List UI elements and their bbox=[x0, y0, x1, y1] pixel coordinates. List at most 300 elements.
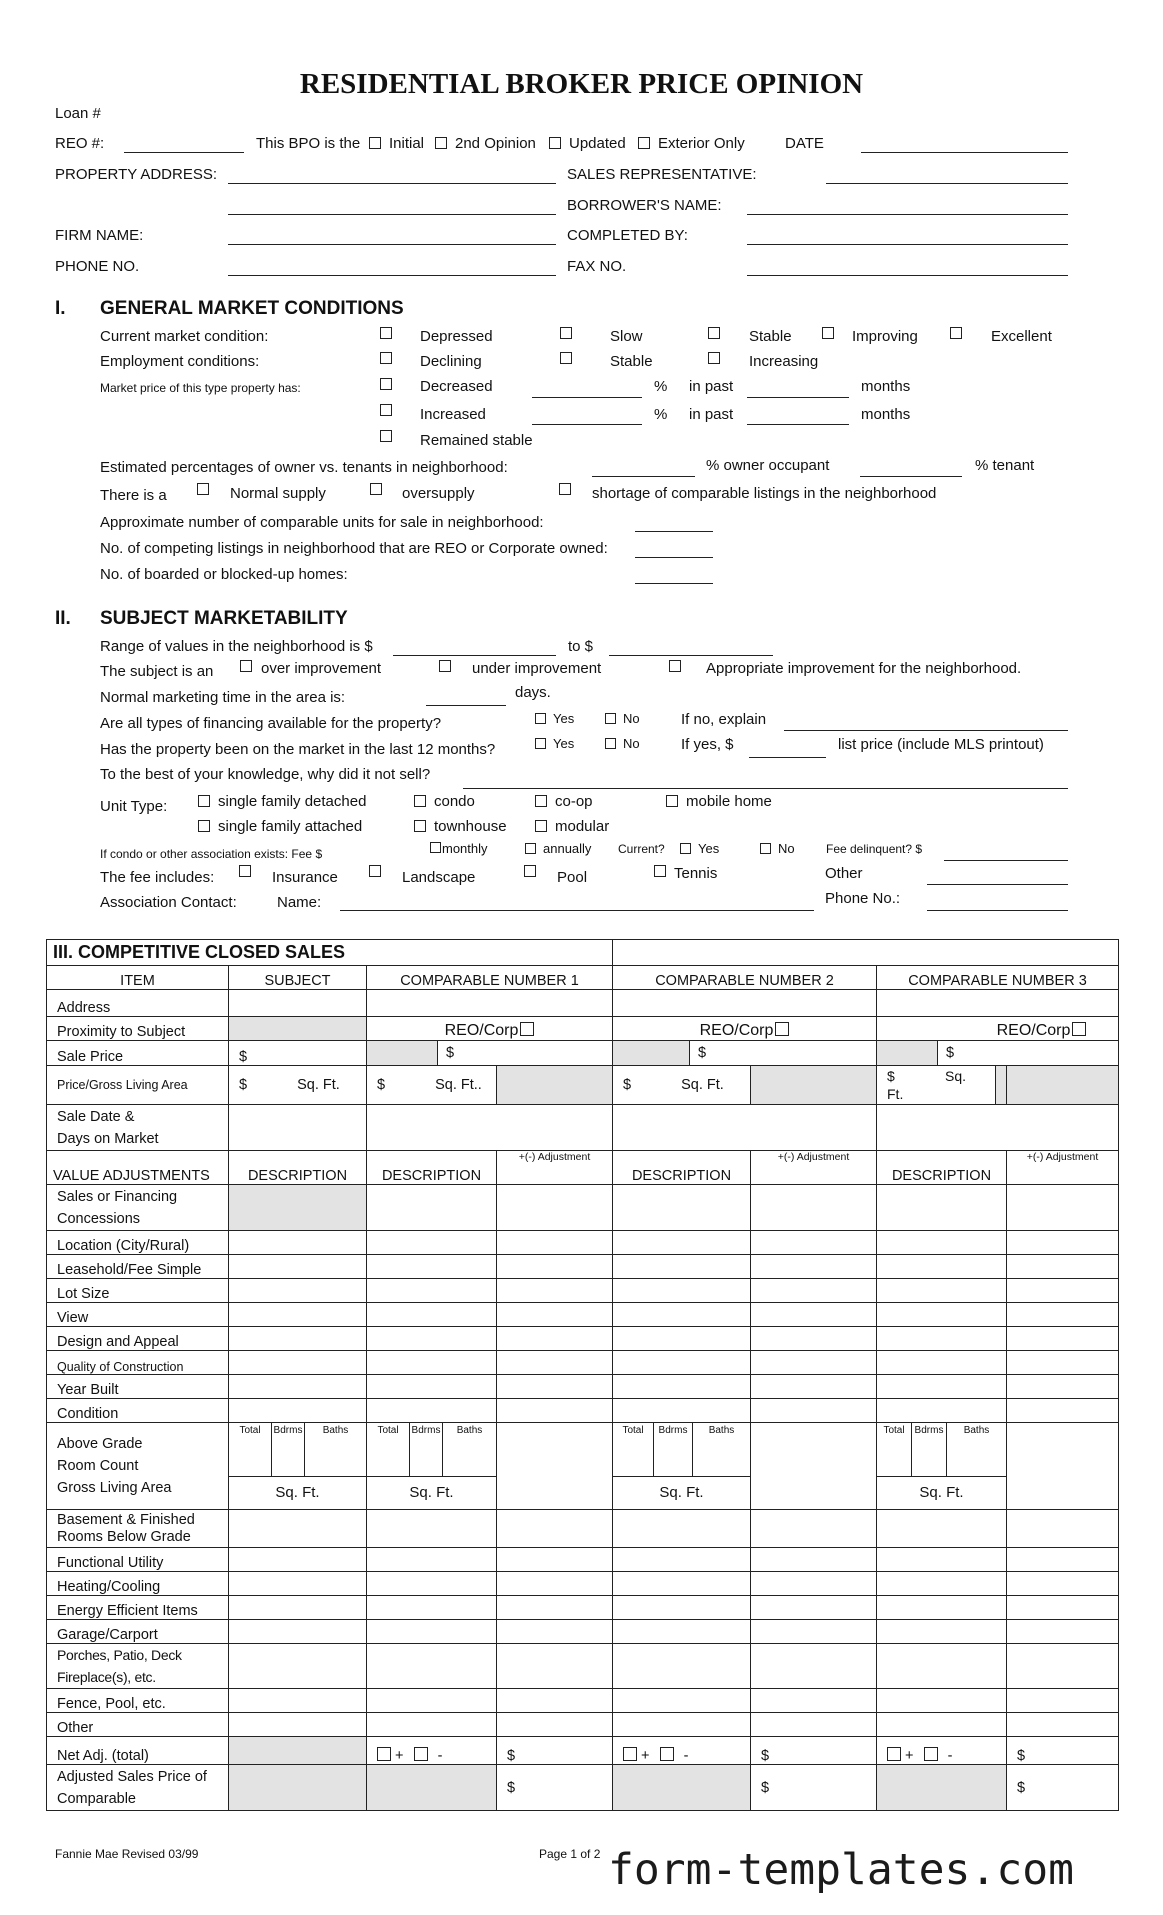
adjusted-line2: Comparable bbox=[57, 1791, 136, 1807]
declining-checkbox[interactable] bbox=[380, 352, 392, 364]
comp3-sale-price[interactable] bbox=[877, 1041, 1119, 1066]
list-price-field[interactable] bbox=[749, 757, 826, 758]
comp1-net-adj-sign[interactable] bbox=[367, 1737, 497, 1765]
firm-field[interactable] bbox=[228, 244, 556, 245]
subject-cell[interactable] bbox=[229, 1572, 367, 1596]
comp2-adj-cell[interactable] bbox=[751, 1620, 877, 1644]
comp1-desc-cell[interactable] bbox=[367, 1689, 497, 1713]
comp1-desc-cell[interactable] bbox=[367, 1231, 497, 1255]
comp1-adj-cell[interactable] bbox=[497, 1351, 613, 1375]
subject-cell[interactable] bbox=[229, 1375, 367, 1399]
comp1-adj-cell[interactable] bbox=[497, 1185, 613, 1231]
comp2-desc-cell[interactable] bbox=[613, 1399, 751, 1423]
property-address-field-2[interactable] bbox=[228, 214, 556, 215]
comp2-desc-cell[interactable] bbox=[613, 1185, 751, 1231]
firm-label: FIRM NAME: bbox=[55, 227, 144, 244]
coop-checkbox[interactable] bbox=[535, 795, 547, 807]
row-label-sales-financing bbox=[47, 1185, 229, 1231]
percent-label: % bbox=[654, 378, 668, 395]
comp2-desc-cell[interactable] bbox=[613, 1255, 751, 1279]
row-label-garage: Garage/Carport bbox=[47, 1620, 229, 1644]
other-label: Other bbox=[825, 865, 863, 882]
plus-label: + bbox=[395, 1748, 404, 1764]
sales-rep-label: SALES REPRESENTATIVE: bbox=[567, 166, 757, 183]
reo-listings-field[interactable] bbox=[635, 557, 713, 558]
comp1-adj-cell[interactable] bbox=[497, 1303, 613, 1327]
comp1-adj-cell[interactable] bbox=[497, 1689, 613, 1713]
why-not-sold-field[interactable] bbox=[463, 788, 1068, 789]
sfd-checkbox[interactable] bbox=[198, 795, 210, 807]
comp3-adj-cell[interactable] bbox=[1007, 1351, 1119, 1375]
comp3-adj-cell[interactable] bbox=[1007, 1399, 1119, 1423]
bdrms-label: Bdrms bbox=[272, 1423, 305, 1440]
baths-label: Baths bbox=[456, 1425, 483, 1436]
initial-checkbox[interactable] bbox=[369, 137, 381, 149]
sales-rep-field[interactable] bbox=[826, 183, 1068, 184]
over-improvement-checkbox[interactable] bbox=[240, 660, 252, 672]
comp2-adj-cell[interactable] bbox=[751, 1548, 877, 1572]
property-address-field[interactable] bbox=[228, 183, 556, 184]
comp3-desc-cell[interactable] bbox=[877, 1185, 1007, 1231]
comp3-adj-cell[interactable] bbox=[1007, 1231, 1119, 1255]
dollar-label: $ bbox=[623, 1077, 632, 1093]
why-not-sold-label: To the best of your knowledge, why did it not sell? bbox=[100, 766, 431, 783]
second-opinion-checkbox[interactable] bbox=[435, 137, 447, 149]
dollar-label: $ bbox=[698, 1045, 707, 1061]
oversupply-checkbox[interactable] bbox=[370, 483, 382, 495]
subject-cell[interactable] bbox=[229, 1231, 367, 1255]
employment-stable-label: Stable bbox=[610, 353, 653, 370]
condo-fee-label: If condo or other association exists: Fee $ bbox=[100, 847, 323, 861]
comp2-adj-cell[interactable] bbox=[751, 1596, 877, 1620]
comp1-desc-cell[interactable] bbox=[367, 1713, 497, 1737]
reo-label: REO #: bbox=[55, 135, 105, 152]
comp2-desc-cell[interactable] bbox=[613, 1327, 751, 1351]
comp3-adj-cell[interactable] bbox=[1007, 1689, 1119, 1713]
remained-stable-label: Remained stable bbox=[420, 432, 533, 449]
comp3-desc-cell[interactable] bbox=[877, 1510, 1007, 1548]
comp2-adj-cell[interactable] bbox=[751, 1644, 877, 1689]
comp2-desc-cell[interactable] bbox=[613, 1231, 751, 1255]
mobile-home-checkbox[interactable] bbox=[666, 795, 678, 807]
comp2-sale-date[interactable] bbox=[613, 1105, 877, 1151]
comp1-adj-cell[interactable] bbox=[497, 1375, 613, 1399]
pool-checkbox[interactable] bbox=[524, 865, 536, 877]
reo-corp-label: REO/Corp bbox=[444, 1022, 519, 1039]
in-past-label: in past bbox=[689, 406, 734, 423]
comp3-adj-cell[interactable] bbox=[1007, 1279, 1119, 1303]
decreased-checkbox[interactable] bbox=[380, 378, 392, 390]
comp3-desc-cell[interactable] bbox=[877, 1713, 1007, 1737]
townhouse-label: townhouse bbox=[434, 818, 507, 835]
comp1-description-header: DESCRIPTION bbox=[367, 1151, 497, 1185]
comp1-adj-cell[interactable] bbox=[497, 1399, 613, 1423]
financing-no-checkbox[interactable] bbox=[605, 713, 616, 724]
comp1-desc-cell[interactable] bbox=[367, 1279, 497, 1303]
comp2-desc-cell[interactable] bbox=[613, 1713, 751, 1737]
comp1-adj-cell[interactable] bbox=[497, 1510, 613, 1548]
months-label: months bbox=[861, 406, 911, 423]
comp2-room-count[interactable] bbox=[613, 1423, 751, 1510]
subject-cell[interactable] bbox=[229, 1644, 367, 1689]
comp1-adj-cell[interactable] bbox=[497, 1327, 613, 1351]
condo-label: condo bbox=[434, 793, 475, 810]
comp3-desc-cell[interactable] bbox=[877, 1689, 1007, 1713]
comp2-adjusted-price[interactable]: $ bbox=[751, 1765, 877, 1811]
comp2-desc-cell[interactable] bbox=[613, 1375, 751, 1399]
increasing-checkbox[interactable] bbox=[708, 352, 720, 364]
sfa-checkbox[interactable] bbox=[198, 820, 210, 832]
subject-cell[interactable] bbox=[229, 1620, 367, 1644]
section2-number: II. bbox=[55, 608, 71, 629]
comp3-desc-cell[interactable] bbox=[877, 1572, 1007, 1596]
marketing-time-label: Normal marketing time in the area is: bbox=[100, 689, 346, 706]
row-label-room-count bbox=[47, 1423, 229, 1510]
comp2-adj-cell[interactable] bbox=[751, 1185, 877, 1231]
comp2-desc-cell[interactable] bbox=[613, 1303, 751, 1327]
other-field[interactable] bbox=[927, 884, 1068, 885]
comp2-desc-cell[interactable] bbox=[613, 1510, 751, 1548]
annually-checkbox[interactable] bbox=[525, 843, 536, 854]
plus-label: + bbox=[641, 1748, 650, 1764]
minus-checkbox[interactable] bbox=[414, 1747, 428, 1761]
comp1-adj-cell[interactable] bbox=[497, 1713, 613, 1737]
landscape-checkbox[interactable] bbox=[369, 865, 381, 877]
comp2-desc-cell[interactable] bbox=[613, 1351, 751, 1375]
minus-label: - bbox=[437, 1748, 443, 1764]
exterior-only-checkbox[interactable] bbox=[638, 137, 650, 149]
comp3-reo-corp[interactable] bbox=[877, 1017, 1119, 1041]
comp1-net-adj[interactable]: $ bbox=[497, 1737, 613, 1765]
row-label-net-adj: Net Adj. (total) bbox=[47, 1737, 229, 1765]
row-label-heating-cooling: Heating/Cooling bbox=[47, 1572, 229, 1596]
subject-cell[interactable] bbox=[229, 1548, 367, 1572]
slow-checkbox[interactable] bbox=[560, 327, 572, 339]
owner-percent-field[interactable] bbox=[592, 476, 695, 477]
insurance-label: Insurance bbox=[272, 869, 338, 886]
comp2-desc-cell[interactable] bbox=[613, 1572, 751, 1596]
comp2-adj-cell[interactable] bbox=[751, 1279, 877, 1303]
comp1-desc-cell[interactable] bbox=[367, 1375, 497, 1399]
on-market-yes-label: Yes bbox=[553, 736, 575, 751]
depressed-label: Depressed bbox=[420, 328, 493, 345]
employment-stable-checkbox[interactable] bbox=[560, 352, 572, 364]
shortage-checkbox[interactable] bbox=[559, 483, 571, 495]
tennis-checkbox[interactable] bbox=[654, 865, 666, 877]
association-name-field[interactable] bbox=[340, 910, 814, 911]
comp1-desc-cell[interactable] bbox=[367, 1255, 497, 1279]
header-item: ITEM bbox=[47, 966, 229, 990]
comp3-room-count[interactable] bbox=[877, 1423, 1007, 1510]
subject-cell[interactable] bbox=[229, 1689, 367, 1713]
modular-checkbox[interactable] bbox=[535, 820, 547, 832]
comp1-desc-cell[interactable] bbox=[367, 1185, 497, 1231]
comp3-sale-date[interactable] bbox=[877, 1105, 1119, 1151]
current-yes-checkbox[interactable] bbox=[680, 843, 691, 854]
comp1-adj-cell[interactable] bbox=[497, 1644, 613, 1689]
comp2-reo-corp[interactable] bbox=[613, 1017, 877, 1041]
association-phone-field[interactable] bbox=[927, 910, 1068, 911]
comp2-sale-price[interactable] bbox=[613, 1041, 877, 1066]
current-label: Current? bbox=[618, 842, 665, 856]
comp3-adj-cell[interactable] bbox=[1007, 1572, 1119, 1596]
minus-checkbox[interactable] bbox=[660, 1747, 674, 1761]
comp3-adj-cell[interactable] bbox=[1007, 1644, 1119, 1689]
depressed-checkbox[interactable] bbox=[380, 327, 392, 339]
date-field[interactable] bbox=[861, 152, 1068, 153]
financing-yes-checkbox[interactable] bbox=[535, 713, 546, 724]
percent-label: % bbox=[654, 406, 668, 423]
subject-description-header: DESCRIPTION bbox=[229, 1151, 367, 1185]
comp3-adj-cell[interactable] bbox=[1007, 1185, 1119, 1231]
on-market-yes-checkbox[interactable] bbox=[535, 738, 546, 749]
remained-stable-checkbox[interactable] bbox=[380, 430, 392, 442]
range-high-field[interactable] bbox=[609, 655, 773, 656]
row-label-functional-utility: Functional Utility bbox=[47, 1548, 229, 1572]
competitive-sales-table bbox=[46, 939, 1119, 1811]
comp1-desc-cell[interactable] bbox=[367, 1303, 497, 1327]
comp1-desc-cell[interactable] bbox=[367, 1327, 497, 1351]
comp2-desc-cell[interactable] bbox=[613, 1279, 751, 1303]
current-yes-label: Yes bbox=[698, 841, 720, 856]
subject-cell[interactable] bbox=[229, 1327, 367, 1351]
comp3-desc-cell[interactable] bbox=[877, 1375, 1007, 1399]
over-improvement-label: over improvement bbox=[261, 660, 382, 677]
comp1-desc-cell[interactable] bbox=[367, 1596, 497, 1620]
comp2-adjustment-header: +(-) Adjustment bbox=[751, 1151, 877, 1185]
comp3-desc-cell[interactable] bbox=[877, 1644, 1007, 1689]
comp3-desc-cell[interactable] bbox=[877, 1255, 1007, 1279]
row-label-year-built: Year Built bbox=[47, 1375, 229, 1399]
financing-explain-field[interactable] bbox=[784, 730, 1068, 731]
comp2-desc-cell[interactable] bbox=[613, 1644, 751, 1689]
comparable-units-field[interactable] bbox=[635, 531, 713, 532]
updated-checkbox[interactable] bbox=[549, 137, 561, 149]
comp3-adjusted-price[interactable]: $ bbox=[1007, 1765, 1119, 1811]
reo-corp-label: REO/Corp bbox=[699, 1022, 774, 1039]
comp1-room-count[interactable] bbox=[367, 1423, 497, 1510]
comp3-desc-cell[interactable] bbox=[877, 1231, 1007, 1255]
comp2-desc-cell[interactable] bbox=[613, 1620, 751, 1644]
comp3-desc-cell[interactable] bbox=[877, 1620, 1007, 1644]
subject-cell[interactable] bbox=[229, 1279, 367, 1303]
comp3-adj-cell[interactable] bbox=[1007, 1596, 1119, 1620]
comp1-desc-cell[interactable] bbox=[367, 1548, 497, 1572]
comp1-sale-date[interactable] bbox=[367, 1105, 613, 1151]
plus-checkbox[interactable] bbox=[887, 1747, 901, 1761]
comp3-net-adj-sign[interactable] bbox=[877, 1737, 1007, 1765]
row-label-other: Other bbox=[47, 1713, 229, 1737]
comp2-adj-cell[interactable] bbox=[751, 1689, 877, 1713]
comp2-description-header: DESCRIPTION bbox=[613, 1151, 751, 1185]
comp1-desc-cell[interactable] bbox=[367, 1620, 497, 1644]
baths-label: Baths bbox=[708, 1425, 735, 1436]
comp3-net-adj[interactable]: $ bbox=[1007, 1737, 1119, 1765]
subject-cell[interactable] bbox=[229, 1303, 367, 1327]
comp3-adj-cell[interactable] bbox=[1007, 1423, 1119, 1510]
gla-line: Gross Living Area bbox=[57, 1480, 172, 1496]
reo-corp-checkbox[interactable] bbox=[520, 1022, 534, 1036]
shortage-label: shortage of comparable listings in the neighborhood bbox=[592, 485, 937, 502]
phone-field[interactable] bbox=[228, 275, 556, 276]
row-label-leasehold: Leasehold/Fee Simple bbox=[47, 1255, 229, 1279]
comp1-desc-cell[interactable] bbox=[367, 1644, 497, 1689]
current-no-checkbox[interactable] bbox=[760, 843, 771, 854]
comp1-adj-cell[interactable] bbox=[497, 1572, 613, 1596]
second-opinion-label: 2nd Opinion bbox=[455, 135, 536, 152]
comp2-desc-cell[interactable] bbox=[613, 1689, 751, 1713]
increased-months-field[interactable] bbox=[747, 424, 849, 425]
comp1-price-gla[interactable] bbox=[367, 1066, 497, 1105]
comp1-sale-price[interactable] bbox=[367, 1041, 613, 1066]
normal-supply-checkbox[interactable] bbox=[197, 483, 209, 495]
comp3-adj-cell[interactable] bbox=[1007, 1620, 1119, 1644]
increased-checkbox[interactable] bbox=[380, 404, 392, 416]
comp1-adjusted-price[interactable]: $ bbox=[497, 1765, 613, 1811]
comp3-desc-cell[interactable] bbox=[877, 1596, 1007, 1620]
row-label-basement bbox=[47, 1510, 229, 1548]
reo-field[interactable] bbox=[124, 152, 244, 153]
comp2-desc-cell[interactable] bbox=[613, 1596, 751, 1620]
subject-sale-date[interactable] bbox=[229, 1105, 367, 1151]
condo-checkbox[interactable] bbox=[414, 795, 426, 807]
comp2-adj-cell[interactable] bbox=[751, 1510, 877, 1548]
comp1-desc-cell[interactable] bbox=[367, 1399, 497, 1423]
comp1-adj-cell[interactable] bbox=[497, 1596, 613, 1620]
comp1-adj-cell[interactable] bbox=[497, 1279, 613, 1303]
plus-checkbox[interactable] bbox=[623, 1747, 637, 1761]
comp3-adj-cell[interactable] bbox=[1007, 1303, 1119, 1327]
comp3-desc-cell[interactable] bbox=[877, 1548, 1007, 1572]
comp3-price-gla[interactable] bbox=[877, 1066, 1007, 1105]
comp2-adj-cell[interactable] bbox=[751, 1572, 877, 1596]
comp2-adj-cell[interactable] bbox=[751, 1327, 877, 1351]
comp1-reo-corp[interactable] bbox=[367, 1017, 613, 1041]
marketing-days-field[interactable] bbox=[426, 705, 506, 706]
comp1-adj-cell[interactable] bbox=[497, 1423, 613, 1510]
sqft-label: Sq. Ft.. bbox=[435, 1077, 482, 1093]
comp3-desc-cell[interactable] bbox=[877, 1303, 1007, 1327]
comp2-address-cell[interactable] bbox=[613, 990, 877, 1017]
row-label-condition: Condition bbox=[47, 1399, 229, 1423]
comp2-net-adj-sign[interactable] bbox=[613, 1737, 751, 1765]
financing-yes-label: Yes bbox=[553, 711, 575, 726]
comp2-net-adj[interactable]: $ bbox=[751, 1737, 877, 1765]
subject-price-gla[interactable] bbox=[229, 1066, 367, 1105]
under-improvement-label: under improvement bbox=[472, 660, 602, 677]
comp3-address-cell[interactable] bbox=[877, 990, 1119, 1017]
subject-address-cell[interactable] bbox=[229, 990, 367, 1017]
under-improvement-checkbox[interactable] bbox=[439, 660, 451, 672]
improving-checkbox[interactable] bbox=[822, 327, 834, 339]
subject-cell[interactable] bbox=[229, 1399, 367, 1423]
reo-corp-checkbox[interactable] bbox=[775, 1022, 789, 1036]
comp3-desc-cell[interactable] bbox=[877, 1351, 1007, 1375]
comp3-desc-cell[interactable] bbox=[877, 1327, 1007, 1351]
subject-cell[interactable] bbox=[229, 1351, 367, 1375]
townhouse-checkbox[interactable] bbox=[414, 820, 426, 832]
comp2-adj-cell[interactable] bbox=[751, 1231, 877, 1255]
comp1-adj-cell[interactable] bbox=[497, 1255, 613, 1279]
insurance-checkbox[interactable] bbox=[239, 865, 251, 877]
current-no-label: No bbox=[778, 841, 795, 856]
fax-field[interactable] bbox=[747, 275, 1068, 276]
stable-checkbox[interactable] bbox=[708, 327, 720, 339]
comp1-adj-cell[interactable] bbox=[497, 1620, 613, 1644]
fee-delinquent-field[interactable] bbox=[944, 860, 1068, 861]
stable-label: Stable bbox=[749, 328, 792, 345]
completed-by-field[interactable] bbox=[747, 244, 1068, 245]
comp3-adj-cell[interactable] bbox=[1007, 1255, 1119, 1279]
subject-cell[interactable] bbox=[229, 1596, 367, 1620]
comp2-adj-cell[interactable] bbox=[751, 1713, 877, 1737]
header-comparable-1: COMPARABLE NUMBER 1 bbox=[367, 966, 613, 990]
increased-percent-field[interactable] bbox=[532, 424, 642, 425]
appropriate-improvement-checkbox[interactable] bbox=[669, 660, 681, 672]
comp2-adj-cell[interactable] bbox=[751, 1399, 877, 1423]
comp2-price-gla[interactable] bbox=[613, 1066, 751, 1105]
comp2-adj-cell[interactable] bbox=[751, 1255, 877, 1279]
comp3-adj-cell[interactable] bbox=[1007, 1375, 1119, 1399]
comp1-desc-cell[interactable] bbox=[367, 1351, 497, 1375]
borrower-label: BORROWER'S NAME: bbox=[567, 197, 722, 214]
excellent-checkbox[interactable] bbox=[950, 327, 962, 339]
annually-label: annually bbox=[543, 841, 592, 856]
comp2-adj-cell[interactable] bbox=[751, 1303, 877, 1327]
decreased-percent-field[interactable] bbox=[532, 397, 642, 398]
subject-cell[interactable] bbox=[229, 1255, 367, 1279]
decreased-months-field[interactable] bbox=[747, 397, 849, 398]
comp2-adj-cell[interactable] bbox=[751, 1351, 877, 1375]
comp1-desc-cell[interactable] bbox=[367, 1572, 497, 1596]
comp2-adj-cell[interactable] bbox=[751, 1375, 877, 1399]
reo-corp-checkbox[interactable] bbox=[1072, 1022, 1086, 1036]
comp2-adj-cell[interactable] bbox=[751, 1423, 877, 1510]
comp2-desc-cell[interactable] bbox=[613, 1548, 751, 1572]
subject-sale-price[interactable]: $ bbox=[229, 1041, 367, 1066]
comp3-adj-cell[interactable] bbox=[1007, 1548, 1119, 1572]
boarded-field[interactable] bbox=[635, 583, 713, 584]
comp1-adj-cell[interactable] bbox=[497, 1231, 613, 1255]
subject-cell[interactable] bbox=[229, 1713, 367, 1737]
row-label-design: Design and Appeal bbox=[47, 1327, 229, 1351]
comp1-adj-cell[interactable] bbox=[497, 1548, 613, 1572]
borrower-field[interactable] bbox=[747, 214, 1068, 215]
comp3-desc-cell[interactable] bbox=[877, 1279, 1007, 1303]
subject-room-count[interactable] bbox=[229, 1423, 367, 1510]
comp3-adj-cell[interactable] bbox=[1007, 1327, 1119, 1351]
monthly-checkbox[interactable] bbox=[430, 842, 441, 853]
bdrms-label: Bdrms bbox=[912, 1423, 947, 1440]
current-market-label: Current market condition: bbox=[100, 328, 269, 345]
comp1-address-cell[interactable] bbox=[367, 990, 613, 1017]
on-market-no-checkbox[interactable] bbox=[605, 738, 616, 749]
comp3-desc-cell[interactable] bbox=[877, 1399, 1007, 1423]
sfa-label: single family attached bbox=[218, 818, 363, 835]
sale-date-line1: Sale Date & bbox=[57, 1109, 135, 1125]
loan-label: Loan # bbox=[55, 105, 101, 122]
subject-cell[interactable] bbox=[229, 1510, 367, 1548]
comp3-adj-cell[interactable] bbox=[1007, 1510, 1119, 1548]
dollar-label: $ bbox=[377, 1077, 386, 1093]
comp3-adj-cell[interactable] bbox=[1007, 1713, 1119, 1737]
plus-checkbox[interactable] bbox=[377, 1747, 391, 1761]
range-low-field[interactable] bbox=[393, 655, 556, 656]
minus-checkbox[interactable] bbox=[924, 1747, 938, 1761]
comp1-desc-cell[interactable] bbox=[367, 1510, 497, 1548]
dollar-label: $ bbox=[446, 1045, 455, 1061]
tenant-percent-field[interactable] bbox=[860, 476, 962, 477]
